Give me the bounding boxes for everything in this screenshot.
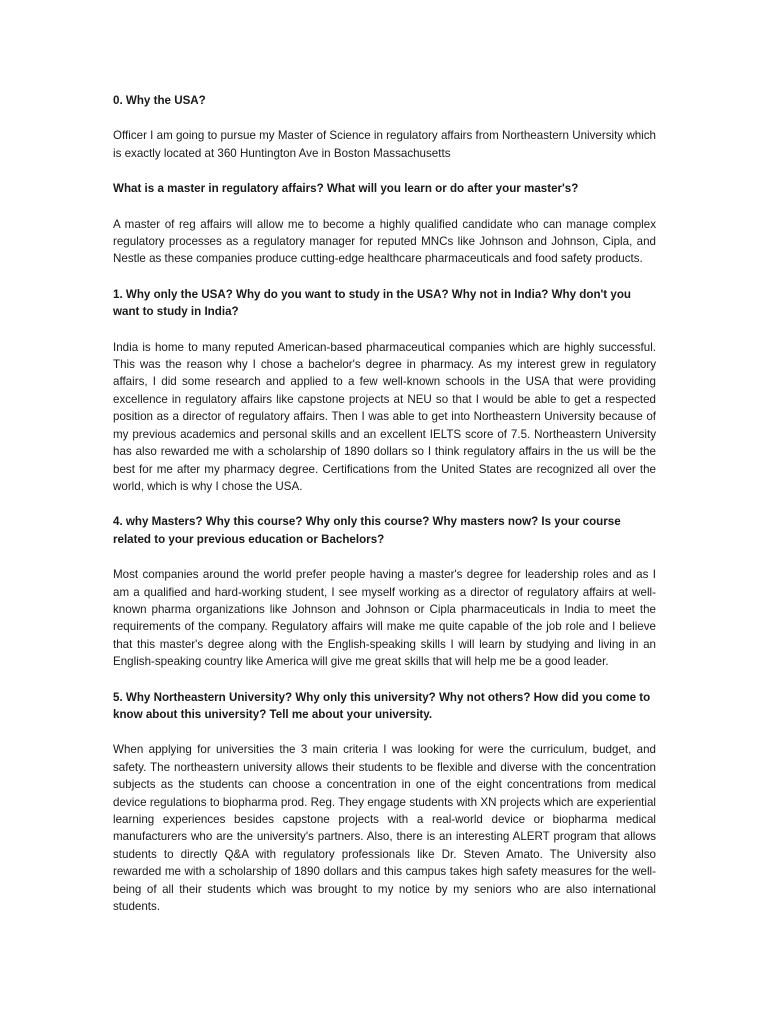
- question-heading: 5. Why Northeastern University? Why only this university? Why not others? How did you come to know about this university? Tell me about your university.: [113, 690, 651, 721]
- question-heading: What is a master in regulatory affairs? What will you learn or do after your master's?: [113, 182, 579, 196]
- section-why-northeastern: [113, 689, 656, 916]
- answer-paragraph: When applying for universities the 3 main criteria I was looking for were the curriculum, budget, and safety. The northeastern university allows their students to be flexible and diverse with the concentration subjects as the students can choose a concentration in one of the eight concentrations from medical device regulations to biopharma prod. Reg. They engage students with XN projects which are experiential learning experiences besides capstone projects with a real-world device or biopharma medical manufacturers who are the university's partners. Also, there is an interesting ALERT program that allows students to directly Q&A with regulatory professionals like Dr. Steven Amato. The University also rewarded me with a scholarship of 1890 dollars and this campus takes high safety measures for the well-being of all their students which was brought to my notice by my seniors who are also international students.: [113, 743, 656, 914]
- section-why-usa: [113, 92, 656, 162]
- section-why-only-usa: [113, 286, 656, 495]
- question-heading: 0. Why the USA?: [113, 94, 206, 107]
- document-page: [113, 92, 656, 933]
- section-what-is-masters: [113, 180, 656, 268]
- question-heading: 4. why Masters? Why this course? Why only this course? Why masters now? Is your course related to your previous education or Bachelors?: [113, 515, 621, 546]
- answer-paragraph: Most companies around the world prefer people having a master's degree for leadership roles and as I am a qualified and hard-working student, I see myself working as a director of regulatory affairs at well-known pharma organizations like Johnson and Johnson or Cipla pharmaceuticals in India to meet the requirements of the company. Regulatory affairs will make me quite capable of the job role and I believe that this master's degree along with the English-speaking skills I will learn by studying and living in an English-speaking country like America will give me great skills that will help me be a good leader.: [113, 568, 656, 669]
- question-heading: 1. Why only the USA? Why do you want to study in the USA? Why not in India? Why don't you want to study in India?: [113, 287, 632, 319]
- answer-paragraph: India is home to many reputed American-based pharmaceutical companies which are highly successful. This was the reason why I chose a bachelor's degree in pharmacy. As my interest grew in regulatory affairs, I did some research and applied to a few well-known schools in the USA that were providing excellence in regulatory affairs like capstone projects at NEU so that I would be able to get a respected position as a director of regulatory affairs. Then I was able to get into Northeastern University because of my previous academics and personal skills and an excellent IELTS score of 7.5. Northeastern University has also rewarded me with a scholarship of 1890 dollars so I think regulatory affairs in the us will be the best for me after my pharmacy degree. Certifications from the United States are recognized all over the world, which is why I chose the USA.: [113, 340, 656, 493]
- answer-paragraph: A master of reg affairs will allow me to become a highly qualified candidate who can manage complex regulatory processes as a regulatory manager for reputed MNCs like Johnson and Johnson, Cipla, and Nestle as these companies produce cutting-edge healthcare pharmaceuticals and food safety products.: [113, 217, 656, 266]
- answer-paragraph: Officer I am going to pursue my Master of Science in regulatory affairs from Northeastern University which is exactly located at 360 Huntington Ave in Boston Massachusetts: [113, 129, 656, 160]
- section-why-masters: [113, 513, 656, 670]
